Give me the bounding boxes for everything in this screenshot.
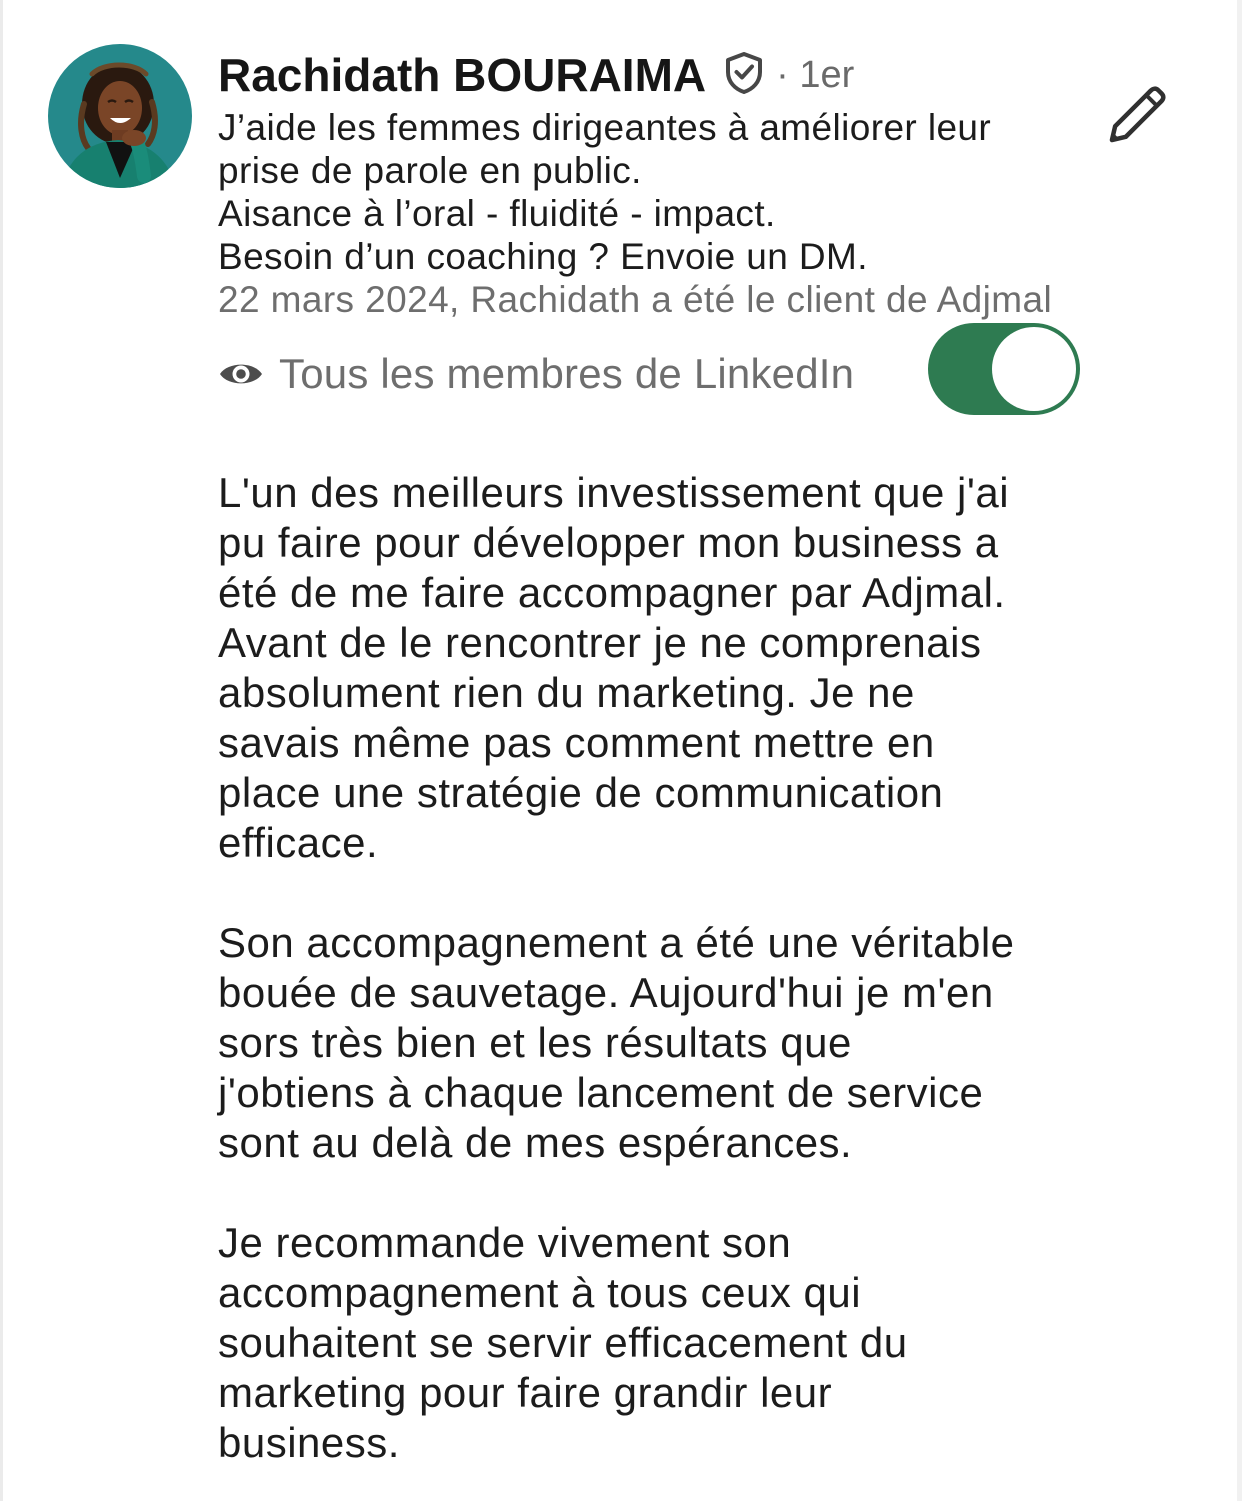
relationship-date: 22 mars 2024, Rachidath a été le client de Adjmal xyxy=(218,279,1053,320)
card-edge-right xyxy=(1237,0,1242,1501)
headline-line: prise de parole en public. xyxy=(218,150,642,191)
name-row xyxy=(218,47,854,103)
edit-button[interactable] xyxy=(1100,80,1172,152)
text-line: sors très bien et les résultats que xyxy=(218,1019,852,1066)
recommendation-text xyxy=(218,468,1015,1468)
text-line: marketing pour faire grandir leur xyxy=(218,1369,833,1416)
toggle-knob xyxy=(992,327,1076,411)
text-line: j'obtiens à chaque lancement de service xyxy=(218,1069,984,1116)
text-line: souhaitent se servir efficacement du xyxy=(218,1319,908,1366)
visibility-label: Tous les membres de LinkedIn xyxy=(279,350,855,397)
connection-degree: · 1er xyxy=(776,54,855,96)
text-line: pu faire pour développer mon business a xyxy=(218,519,999,566)
profile-photo-icon xyxy=(48,44,192,188)
headline-line: Aisance à l’oral - fluidité - impact. xyxy=(218,193,776,234)
recommendation-paragraph xyxy=(218,1218,1015,1468)
profile-name[interactable]: Rachidath BOURAIMA xyxy=(218,49,707,101)
text-line: savais même pas comment mettre en xyxy=(218,719,935,766)
text-line: sont au delà de mes espérances. xyxy=(218,1119,853,1166)
verified-shield-icon xyxy=(722,50,766,96)
text-line: accompagnement à tous ceux qui xyxy=(218,1269,862,1316)
text-line: Je recommande vivement son xyxy=(218,1219,792,1266)
text-line: été de me faire accompagner par Adjmal. xyxy=(218,569,1006,616)
recommendation-paragraph xyxy=(218,468,1015,868)
text-line: absolument rien du marketing. Je ne xyxy=(218,669,915,716)
text-line: Son accompagnement a été une véritable xyxy=(218,919,1015,966)
headline-line: Besoin d’un coaching ? Envoie un DM. xyxy=(218,236,868,277)
text-line: efficace. xyxy=(218,819,379,866)
pencil-icon xyxy=(1100,80,1172,152)
text-line: place une stratégie de communication xyxy=(218,769,944,816)
card-edge-left xyxy=(0,0,3,1501)
avatar[interactable] xyxy=(48,44,192,188)
text-line: bouée de sauvetage. Aujourd'hui je m'en xyxy=(218,969,994,1016)
text-line: Avant de le rencontrer je ne comprenais xyxy=(218,619,982,666)
recommendation-paragraph xyxy=(218,918,1015,1168)
text-line: L'un des meilleurs investissement que j'ai xyxy=(218,469,1010,516)
eye-icon xyxy=(218,360,264,388)
text-line: business. xyxy=(218,1419,400,1466)
visibility-toggle[interactable] xyxy=(928,323,1080,415)
headline-line: J’aide les femmes dirigeantes à améliorer leur xyxy=(218,107,992,148)
profile-headline xyxy=(218,106,1052,321)
